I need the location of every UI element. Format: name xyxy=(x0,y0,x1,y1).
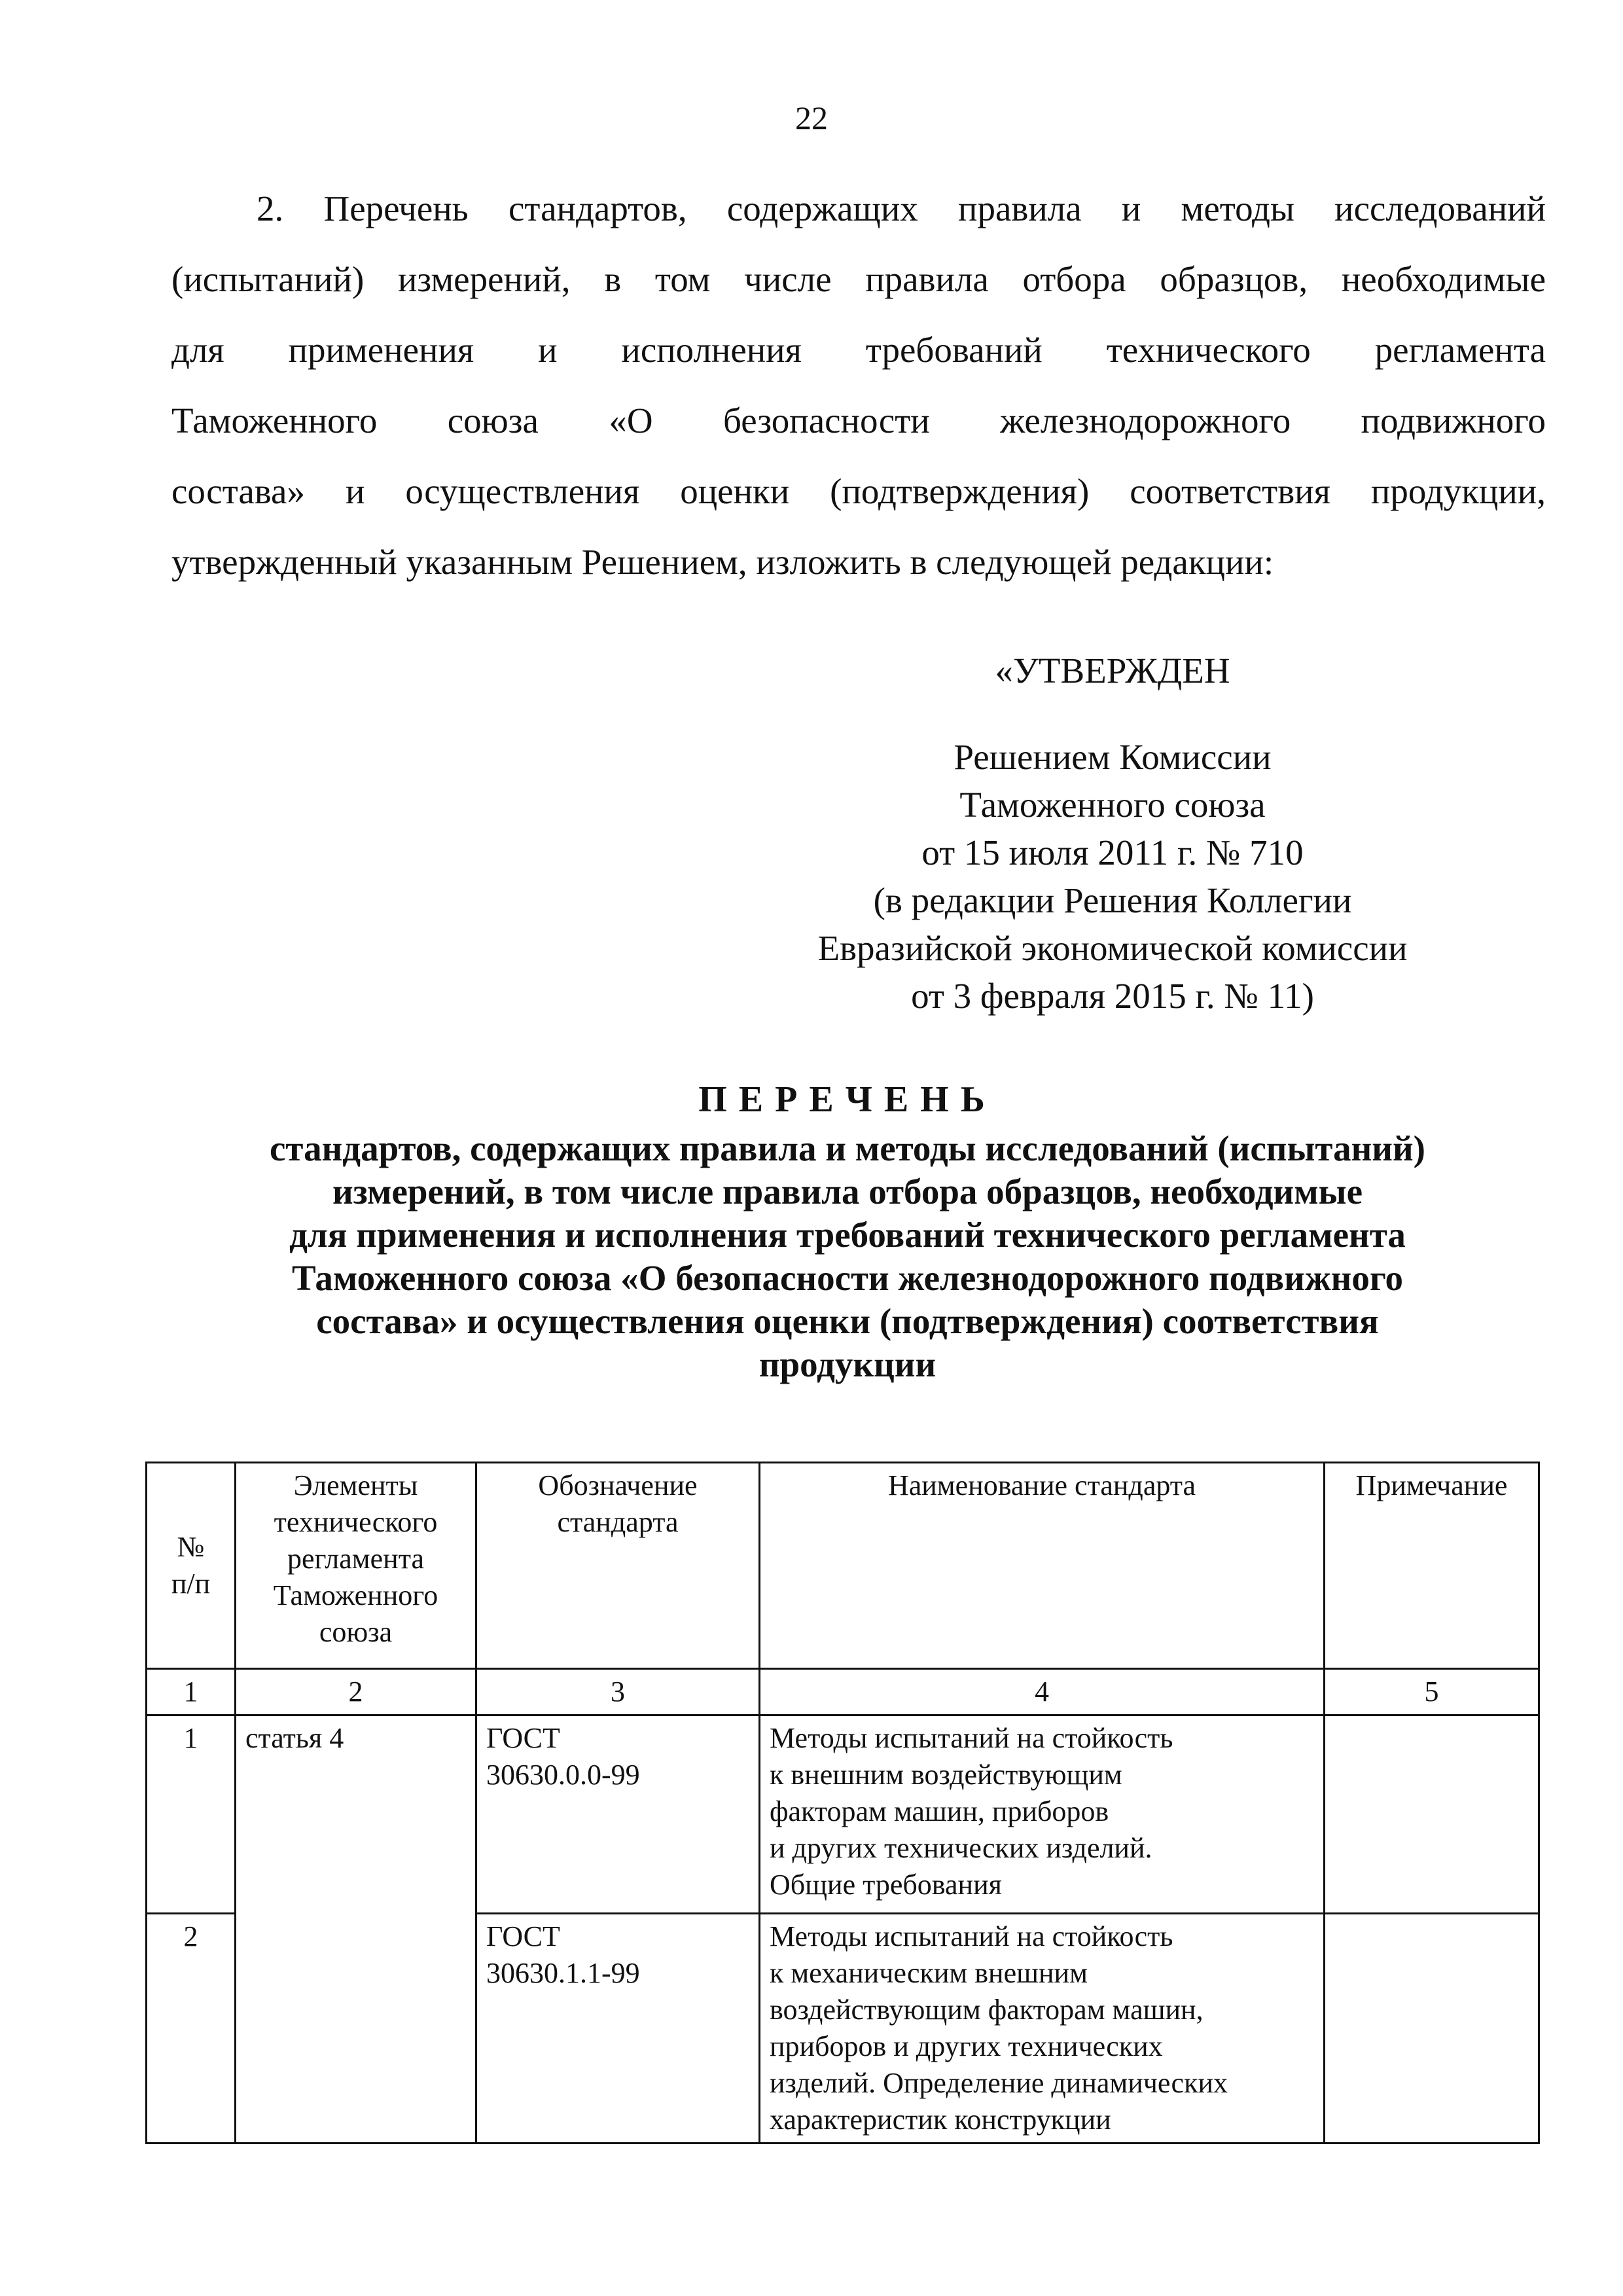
column-numbering-row xyxy=(147,1669,1539,1715)
name-text: и других технических изделий. xyxy=(770,1832,1152,1864)
header-text: № xyxy=(177,1531,205,1563)
header-text: Наименование стандарта xyxy=(887,1469,1196,1501)
row-designation xyxy=(476,1715,760,1914)
column-number: 1 xyxy=(147,1669,236,1715)
name-text: Общие требования xyxy=(770,1869,1002,1901)
name-text: Методы испытаний на стойкость xyxy=(770,1920,1173,1952)
subtitle-line: продукции xyxy=(758,1344,936,1384)
approval-heading: «УТВЕРЖДЕН xyxy=(995,651,1230,691)
header-text: Обозначение xyxy=(538,1469,698,1501)
list-subtitle xyxy=(164,1127,1531,1386)
page-number: 22 xyxy=(795,99,828,136)
header-text: стандарта xyxy=(557,1506,679,1538)
header-note xyxy=(1325,1463,1539,1669)
header-designation xyxy=(476,1463,760,1669)
column-number: 5 xyxy=(1325,1669,1539,1715)
column-number: 2 xyxy=(236,1669,476,1715)
intro-line: 2. Перечень стандартов, содержащих правила и методы исследований xyxy=(257,188,1546,228)
approval-line: от 15 июля 2011 г. № 710 xyxy=(921,833,1304,872)
column-number: 4 xyxy=(760,1669,1325,1715)
designation-text: 30630.1.1-99 xyxy=(486,1957,640,1989)
header-elements xyxy=(236,1463,476,1669)
row-note xyxy=(1325,1715,1539,1914)
name-text: воздействующим факторам машин, xyxy=(770,1994,1204,2026)
header-text: регламента xyxy=(287,1543,425,1575)
row-standard-name xyxy=(760,1715,1325,1914)
approval-line: Евразийской экономической комиссии xyxy=(817,928,1408,968)
subtitle-line: для применения и исполнения требований технического регламента xyxy=(289,1215,1406,1255)
approval-line: Решением Комиссии xyxy=(954,737,1272,777)
name-text: к механическим внешним xyxy=(770,1957,1088,1989)
header-text: Примечание xyxy=(1355,1469,1508,1501)
intro-line: для применения и исполнения требований технического регламента xyxy=(171,330,1546,370)
row-standard-name xyxy=(760,1914,1325,2144)
name-text: приборов и других технических xyxy=(770,2030,1163,2062)
row-element: статья 4 xyxy=(236,1715,476,2144)
approval-block xyxy=(766,641,1459,1020)
name-text: характеристик конструкции xyxy=(770,2104,1111,2136)
name-text: изделий. Определение динамических xyxy=(770,2067,1228,2099)
name-text: факторам машин, приборов xyxy=(770,1795,1109,1827)
designation-text: 30630.0.0-99 xyxy=(486,1759,640,1791)
designation-text: ГОСТ xyxy=(486,1722,560,1754)
header-number xyxy=(147,1463,236,1669)
header-text: союза xyxy=(319,1616,393,1648)
header-text: п/п xyxy=(171,1568,211,1600)
name-text: к внешним воздействующим xyxy=(770,1759,1122,1791)
subtitle-line: измерений, в том числе правила отбора образцов, необходимые xyxy=(332,1172,1363,1211)
intro-line: утвержденный указанным Решением, изложить в следующей редакции: xyxy=(171,542,1274,582)
header-text: технического xyxy=(274,1506,438,1538)
approval-line: (в редакции Решения Коллегии xyxy=(873,880,1352,920)
row-note xyxy=(1325,1914,1539,2144)
row-number: 2 xyxy=(147,1914,236,2144)
intro-line: (испытаний) измерений, в том числе правила отбора образцов, необходимые xyxy=(171,259,1546,299)
subtitle-line: стандартов, содержащих правила и методы исследований (испытаний) xyxy=(270,1128,1425,1168)
intro-paragraph xyxy=(171,173,1546,598)
column-number: 3 xyxy=(476,1669,760,1715)
row-designation xyxy=(476,1914,760,2144)
subtitle-line: состава» и осуществления оценки (подтверждения) соответствия xyxy=(316,1301,1379,1341)
header-standard-name xyxy=(760,1463,1325,1669)
approval-line: Таможенного союза xyxy=(959,785,1266,825)
designation-text: ГОСТ xyxy=(486,1920,560,1952)
list-title: ПЕРЕЧЕНЬ xyxy=(698,1079,997,1120)
name-text: Методы испытаний на стойкость xyxy=(770,1722,1173,1754)
intro-line: Таможенного союза «О безопасности железнодорожного подвижного xyxy=(171,401,1546,440)
header-text: Элементы xyxy=(293,1469,418,1501)
table-header-row xyxy=(147,1463,1539,1669)
intro-line: состава» и осуществления оценки (подтверждения) соответствия продукции, xyxy=(171,471,1546,511)
header-text: Таможенного xyxy=(273,1579,438,1611)
row-number: 1 xyxy=(147,1715,236,1914)
table-row xyxy=(147,1715,1539,1914)
subtitle-line: Таможенного союза «О безопасности железнодорожного подвижного xyxy=(292,1258,1403,1298)
standards-table xyxy=(145,1462,1540,2144)
approval-line: от 3 февраля 2015 г. № 11) xyxy=(911,976,1314,1016)
